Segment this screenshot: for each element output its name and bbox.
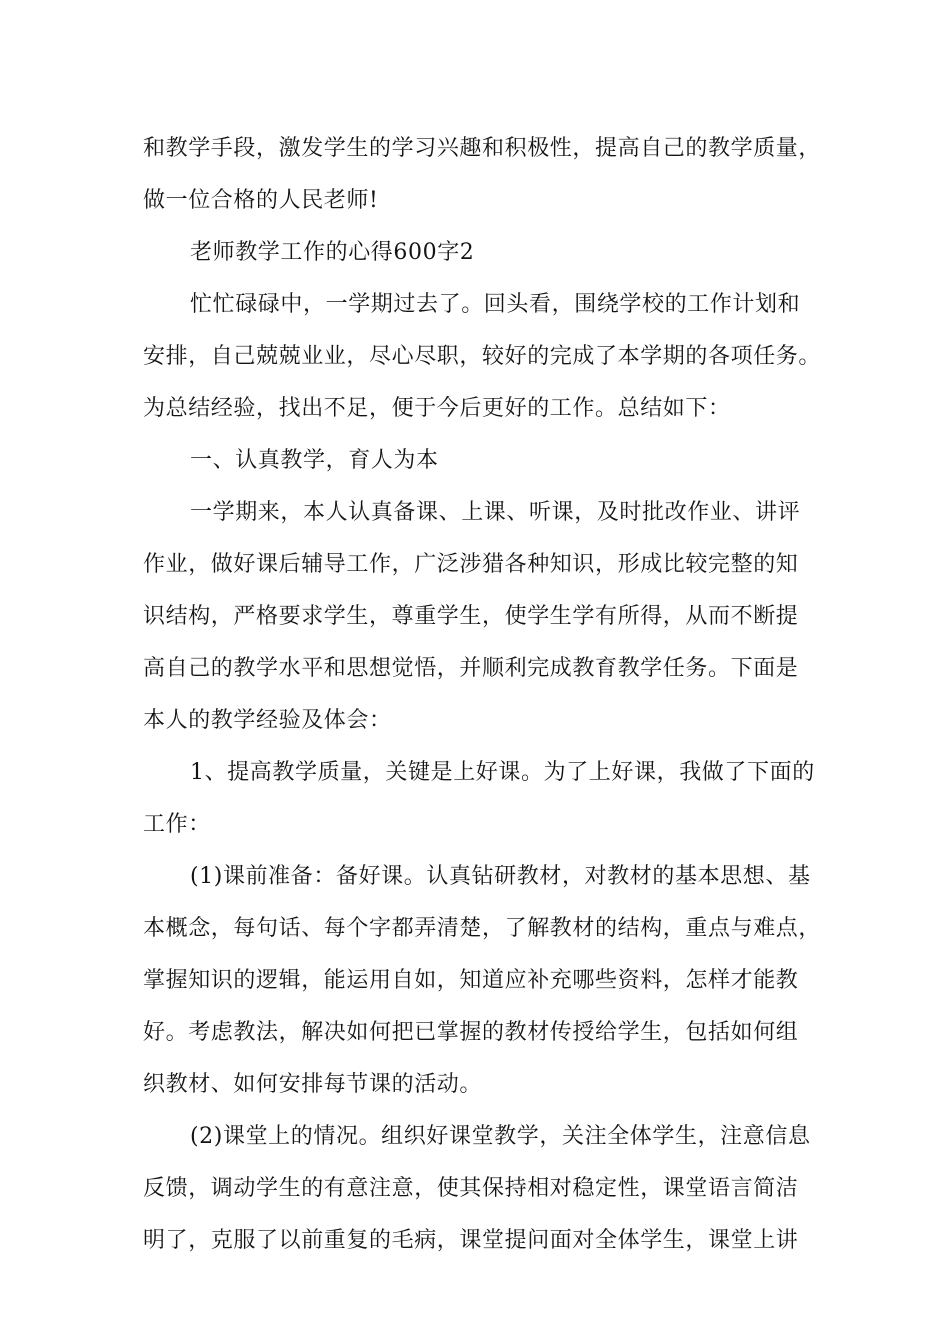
text-line: 为总结经验，找出不足，便于今后更好的工作。总结如下： — [143, 396, 731, 421]
text-line: 本人的教学经验及体会： — [143, 708, 392, 733]
text-line: 安排，自己兢兢业业，尽心尽职，较好的完成了本学期的各项任务。 — [143, 344, 822, 369]
text-line: 1、提高教学质量，关键是上好课。为了上好课，我做了下面的 — [190, 760, 815, 785]
text-line: (1)课前准备：备好课。认真钻研教材，对教材的基本思想、基 — [190, 864, 811, 889]
text-line: 织教材、如何安排每节课的活动。 — [143, 1072, 483, 1097]
text-line: (2)课堂上的情况。组织好课堂教学，关注全体学生，注意信息 — [190, 1124, 811, 1149]
text-line: 好。考虑教法，解决如何把已掌握的教材传授给学生，包括如何组 — [143, 1020, 799, 1045]
text-line: 一学期来，本人认真备课、上课、听课，及时批改作业、讲评 — [190, 500, 801, 525]
text-line: 和教学手段，激发学生的学习兴趣和积极性，提高自己的教学质量， — [143, 136, 822, 161]
text-line: 作业，做好课后辅导工作，广泛涉猎各种知识，形成比较完整的知 — [143, 552, 799, 577]
text-line: 识结构，严格要求学生，尊重学生，使学生学有所得，从而不断提 — [143, 604, 799, 629]
text-line: 忙忙碌碌中，一学期过去了。回头看，围绕学校的工作计划和 — [190, 292, 801, 317]
text-line: 本概念，每句话、每个字都弄清楚，了解教材的结构，重点与难点， — [143, 916, 822, 941]
text-line: 明了，克服了以前重复的毛病，课堂提问面对全体学生，课堂上讲 — [143, 1228, 799, 1253]
text-line: 高自己的教学水平和思想觉悟，并顺利完成教育教学任务。下面是 — [143, 656, 799, 681]
text-line: 反馈，调动学生的有意注意，使其保持相对稳定性，课堂语言简洁 — [143, 1176, 799, 1201]
text-line: 做一位合格的人民老师! — [143, 188, 379, 213]
section-heading: 一、认真教学，育人为本 — [190, 448, 439, 473]
text-line: 工作： — [143, 812, 211, 837]
section-heading: 老师教学工作的心得600字2 — [190, 240, 475, 265]
text-line: 掌握知识的逻辑，能运用自如，知道应补充哪些资料，怎样才能教 — [143, 968, 799, 993]
